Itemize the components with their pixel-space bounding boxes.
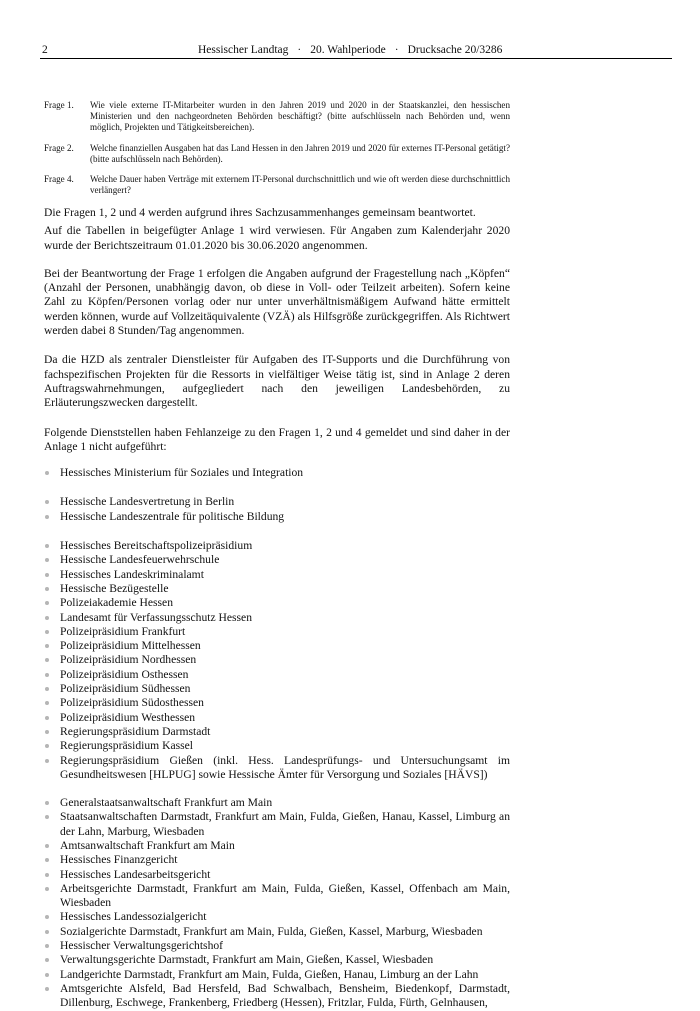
list-item: Polizeipräsidium Osthessen — [44, 668, 510, 682]
list-item: Generalstaatsanwaltschaft Frankfurt am Main — [44, 796, 510, 810]
question-text: Welche finanziellen Ausgaben hat das Land Hessen in den Jahren 2019 und 2020 für externes IT-Personal getätigt? (bitte aufschlüsseln nach Behörden). — [90, 142, 510, 164]
list-item: Polizeipräsidium Mittelhessen — [44, 639, 510, 653]
answer-body — [44, 206, 510, 1011]
list-item: Sozialgerichte Darmstadt, Frankfurt am Main, Fulda, Gießen, Kassel, Marburg, Wiesbaden — [44, 925, 510, 939]
legislative-period: 20. Wahlperiode — [310, 44, 386, 56]
list-item: Hessische Bezügestelle — [44, 582, 510, 596]
question-label: Frage 2. — [44, 142, 74, 153]
question-4 — [44, 174, 510, 196]
list-item: Hessische Landesvertretung in Berlin — [44, 495, 510, 509]
list-item: Verwaltungsgerichte Darmstadt, Frankfurt am Main, Gießen, Kassel, Wiesbaden — [44, 953, 510, 967]
list-item: Hessische Landesfeuerwehrschule — [44, 553, 510, 567]
questions-block — [44, 100, 510, 205]
list-item: Hessisches Landeskriminalamt — [44, 568, 510, 582]
list-item: Regierungspräsidium Gießen (inkl. Hess. Landesprüfungs- und Untersuchungsamt im Gesundheitswesen [HLPUG] sowie Hessische Ämter für Versorgung und Soziales [HÄVS]) — [44, 754, 510, 783]
question-text: Wie viele externe IT-Mitarbeiter wurden in den Jahren 2019 und 2020 in der Staatskanzlei, den hessischen Ministerien und den nachgeordneten Behörden beschäftigt? (bitte aufschlüsseln nach Behörden und, wenn möglich, Projekten und Tätigkeitsbereichen). — [90, 100, 510, 133]
list-item: Polizeipräsidium Frankfurt — [44, 625, 510, 639]
list-item: Landesamt für Verfassungsschutz Hessen — [44, 611, 510, 625]
list-item: Polizeipräsidium Nordhessen — [44, 653, 510, 667]
answer-paragraph: Die Fragen 1, 2 und 4 werden aufgrund ihres Sachzusammenhanges gemeinsam beantwortet. — [44, 206, 476, 219]
list-item: Hessisches Ministerium für Soziales und Integration — [44, 466, 510, 480]
page-number: 2 — [42, 44, 48, 56]
agency-list-group — [44, 466, 510, 480]
separator-2: · — [394, 44, 399, 56]
list-item: Arbeitsgerichte Darmstadt, Frankfurt am Main, Fulda, Gießen, Kassel, Offenbach am Main, Wiesbaden — [44, 882, 510, 911]
agency-list-group — [44, 796, 510, 1010]
list-item: Polizeipräsidium Südhessen — [44, 682, 510, 696]
list-item: Hessisches Bereitschaftspolizeipräsidium — [44, 539, 510, 553]
question-label: Frage 4. — [44, 174, 74, 185]
agency-list-group — [44, 495, 510, 524]
agency-list-group — [44, 539, 510, 782]
parliament-name: Hessischer Landtag — [198, 44, 289, 56]
list-item: Hessisches Landessozialgericht — [44, 910, 510, 924]
answer-paragraph: Bei der Beantwortung der Frage 1 erfolgen die Angaben aufgrund der Fragestellung nach „Köpfen“ (Anzahl der Personen, unabhängig davon, ob diese in Voll- oder Teilzeit arbeiten). Sofern keine Zahl zu Köpfen/Personen vorlag oder nur unter unverhältnismäßigem Aufwand hätte ermittelt werden können, wurde auf Vollzeitäquivalente (VZÄ) als Hilfsgröße zurückgegriffen. Als Richtwert werden dabei 8 Stunden/Tag angenommen. — [44, 266, 510, 338]
list-item: Amtsanwaltschaft Frankfurt am Main — [44, 839, 510, 853]
list-item: Staatsanwaltschaften Darmstadt, Frankfurt am Main, Fulda, Gießen, Hanau, Kassel, Limburg an der Lahn, Marburg, Wiesbaden — [44, 810, 510, 839]
list-item: Regierungspräsidium Kassel — [44, 739, 510, 753]
question-1 — [44, 100, 510, 134]
list-item: Polizeipräsidium Westhessen — [44, 711, 510, 725]
separator-1: · — [297, 44, 302, 56]
question-2 — [44, 143, 510, 165]
question-text: Welche Dauer haben Verträge mit externem IT-Personal durchschnittlich und wie oft werden diese durchschnittlich verlängert? — [90, 174, 510, 196]
list-item: Regierungspräsidium Darmstadt — [44, 725, 510, 739]
question-label: Frage 1. — [44, 100, 74, 110]
answer-paragraph: Auf die Tabellen in beigefügter Anlage 1 wird verwiesen. Für Angaben zum Kalenderjahr 2020 wurde der Berichtszeitraum 01.01.2020 bis 30.06.2020 angenommen. — [44, 224, 510, 252]
answer-paragraph: Folgende Dienststellen haben Fehlanzeige zu den Fragen 1, 2 und 4 gemeldet und sind daher in der Anlage 1 nicht aufgeführt: — [44, 425, 510, 453]
answer-paragraph: Da die HZD als zentraler Dienstleister für Aufgaben des IT-Supports und die Durchführung von fachspezifischen Projekten für die Ressorts in vielfältiger Weise tätig ist, sind in Anlage 2 deren Auftragswahrnehmungen, aufgegliedert nach den jeweiligen Landesbehörden, zu Erläuterungszwecken dargestellt. — [44, 353, 510, 410]
list-item: Polizeiakademie Hessen — [44, 596, 510, 610]
list-item: Hessisches Landesarbeitsgericht — [44, 868, 510, 882]
list-item: Hessisches Finanzgericht — [44, 853, 510, 867]
list-item: Amtsgerichte Alsfeld, Bad Hersfeld, Bad Schwalbach, Bensheim, Biedenkopf, Darmstadt, Dillenburg, Eschwege, Frankenberg, Friedberg (Hessen), Fritzlar, Fulda, Fürth, Gelnhausen, — [44, 982, 510, 1011]
list-item: Polizeipräsidium Südosthessen — [44, 696, 510, 710]
list-item: Landgerichte Darmstadt, Frankfurt am Main, Fulda, Gießen, Hanau, Limburg an der Lahn — [44, 968, 510, 982]
header-meta — [198, 42, 502, 58]
list-item: Hessische Landeszentrale für politische Bildung — [44, 510, 510, 524]
list-item: Hessischer Verwaltungsgerichtshof — [44, 939, 510, 953]
document-number: Drucksache 20/3286 — [407, 44, 503, 56]
page-header — [40, 42, 672, 59]
